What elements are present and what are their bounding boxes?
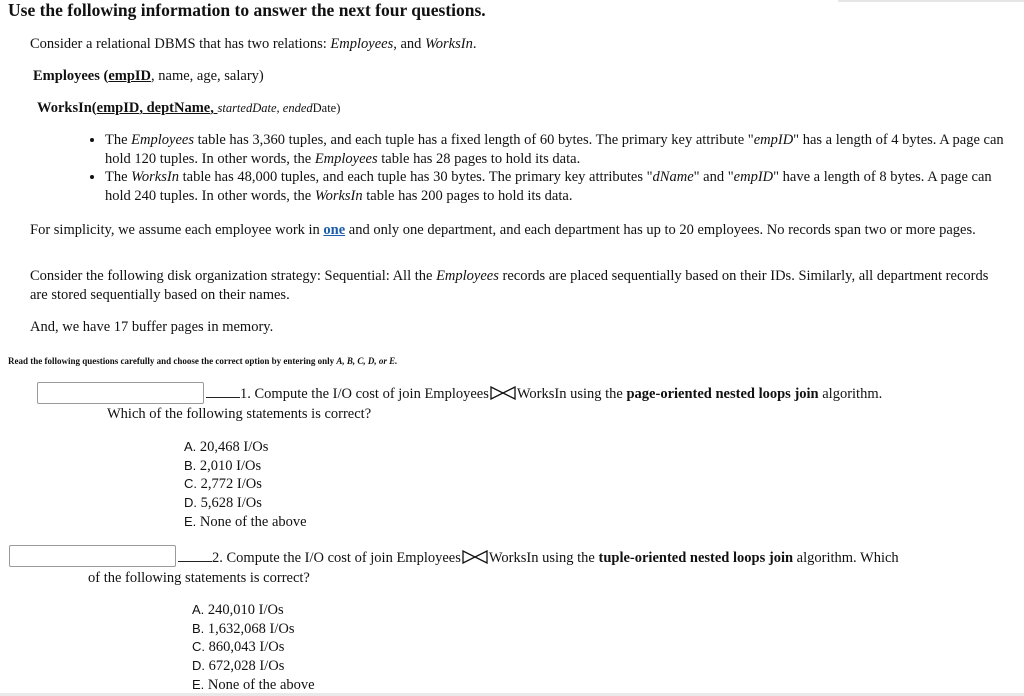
intro-text: Consider a relational DBMS that has two relations: Employees, and WorksIn.: [30, 36, 477, 52]
instruction-text: Read the following questions carefully and choose the correct option by entering only A, B, C, D, or E.: [8, 356, 398, 366]
question-2-option-c: C. 860,043 I/Os: [192, 639, 285, 656]
table-facts-list: [85, 131, 1010, 205]
employees-primary-key: empID: [108, 68, 152, 84]
buffer-text: And, we have 17 buffer pages in memory.: [30, 319, 274, 335]
question-1-option-e: E. None of the above: [184, 513, 307, 530]
question-2-option-e: E. None of the above: [192, 676, 315, 693]
strategy-paragraph: Consider the following disk organization strategy: Sequential: All the Employees records are placed sequentially based on their IDs. Similarly, all department records are stored sequentially based on their names.: [30, 268, 989, 303]
question-1-option-c: C. 2,772 I/Os: [184, 476, 262, 493]
top-divider: [838, 0, 1024, 2]
question-2-option-d: D. 672,028 I/Os: [192, 658, 285, 675]
join-bowtie-icon: [490, 386, 516, 400]
worksin-fact: • The WorksIn table has 48,000 tuples, and each tuple has 30 bytes. The primary key attributes "dName" and "empID" have a length of 8 bytes. A page can hold 240 tuples. In other words, the WorksIn table has 200 pages to hold its data.: [105, 168, 1010, 205]
question-1-option-d: D. 5,628 I/Os: [184, 495, 262, 512]
employees-fact: • The Employees table has 3,360 tuples, and each tuple has a fixed length of 60 bytes. The primary key attribute "empID" has a length of 4 bytes. A page can hold 120 tuples. In other words, the Employees table has 28 pages to hold its data.: [105, 131, 1010, 168]
question-1-blank: [206, 383, 240, 398]
question-2-option-a: A. 240,010 I/Os: [192, 602, 284, 618]
question-2-prompt: 2. Compute the I/O cost of join Employees WorksIn using the tuple-oriented nested loops join algorithm. Which: [178, 547, 899, 567]
question-2-line2: of the following statements is correct?: [88, 570, 310, 586]
worksin-schema: WorksIn(empID, deptName, startedDate, endedDate): [37, 100, 341, 116]
join-bowtie-icon: [462, 550, 488, 564]
question-2-answer-input[interactable]: [9, 545, 176, 567]
section-heading: Use the following information to answer the next four questions.: [8, 0, 486, 20]
question-1-line2: Which of the following statements is correct?: [107, 406, 372, 422]
question-1-options: [184, 438, 307, 532]
question-1-option-b: B. 2,010 I/Os: [184, 457, 262, 474]
question-1-answer-input[interactable]: [37, 382, 204, 404]
question-2-options: [192, 601, 315, 695]
employees-schema: Employees (empID, name, age, salary): [33, 68, 264, 84]
simplicity-paragraph: For simplicity, we assume each employee work in one and only one department, and each department has up to 20 employees. No records span two or more pages.: [30, 222, 976, 238]
question-2-blank: [178, 547, 212, 562]
question-2-option-b: B. 1,632,068 I/Os: [192, 620, 295, 637]
one-link[interactable]: one: [323, 222, 346, 238]
question-1-option-a: A. 20,468 I/Os: [184, 439, 269, 455]
question-1-prompt: 1. Compute the I/O cost of join Employees WorksIn using the page-oriented nested loops join algorithm.: [206, 383, 882, 403]
